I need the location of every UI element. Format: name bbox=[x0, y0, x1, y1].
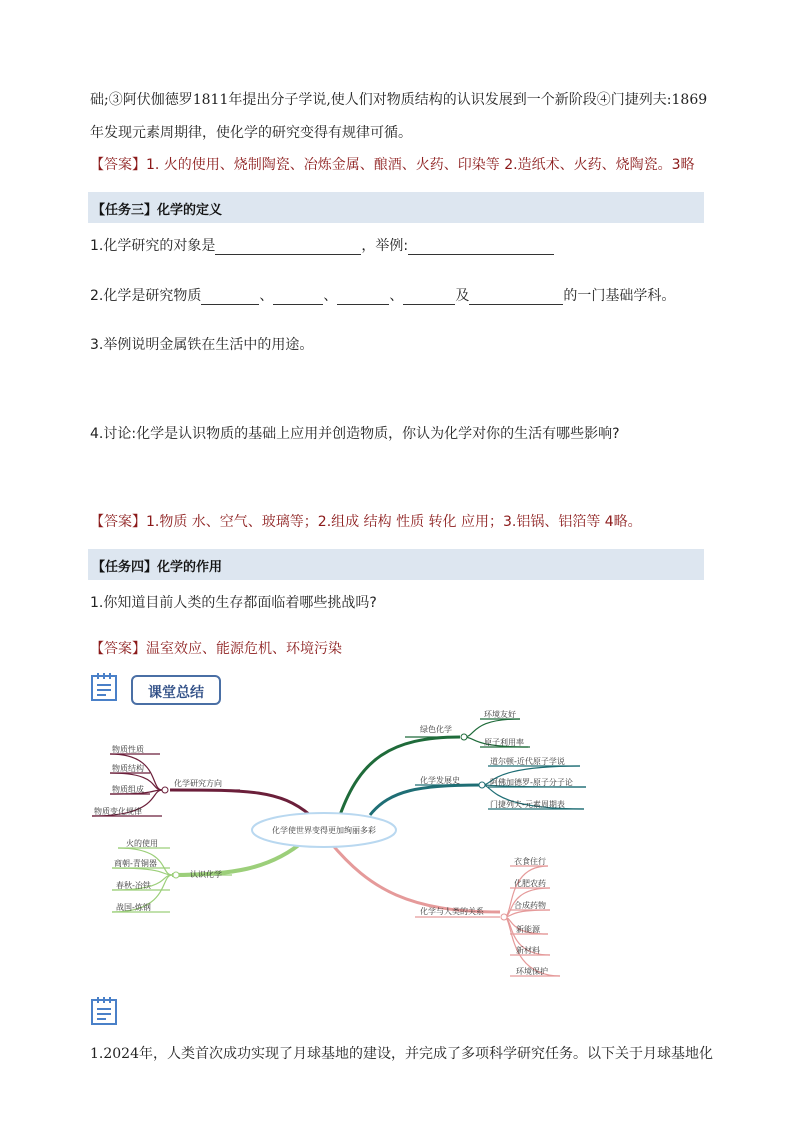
notepad-icon bbox=[90, 672, 118, 702]
mind-map bbox=[0, 700, 794, 990]
leaf: 春秋-冶铁 bbox=[116, 881, 151, 890]
leaf: 原子利用率 bbox=[484, 738, 524, 747]
branch-label: 化学研究方向 bbox=[174, 779, 222, 788]
intro-line-2: 年发现元素周期律，使化学的研究变得有规律可循。 bbox=[90, 125, 412, 141]
task4-answer: 【答案】温室效应、能源危机、环境污染 bbox=[90, 641, 342, 657]
task3-question-3: 3.举例说明金属铁在生活中的用途。 bbox=[90, 337, 314, 353]
branch-label: 绿色化学 bbox=[420, 725, 452, 734]
branch-label: 认识化学 bbox=[190, 870, 222, 879]
task4-heading: 【任务四】化学的作用 bbox=[92, 560, 223, 575]
leaf: 物质性质 bbox=[112, 745, 144, 754]
separator: 、 bbox=[259, 288, 274, 304]
summary-title: 课堂总结 bbox=[148, 685, 204, 701]
notepad-icon bbox=[90, 996, 118, 1026]
leaf: 合成药物 bbox=[514, 901, 546, 910]
separator: 、 bbox=[323, 288, 338, 304]
leaf: 新材料 bbox=[516, 946, 540, 955]
task3-heading-band bbox=[88, 192, 704, 223]
leaf: 阿佛加德罗-原子分子论 bbox=[490, 778, 573, 787]
q1-text-a: 1.化学研究的对象是 bbox=[90, 238, 216, 254]
exercise-question-1: 1.2024年，人类首次成功实现了月球基地的建设，并完成了多项科学研究任务。以下关于月球基地化 bbox=[90, 1046, 713, 1062]
leaf: 新能源 bbox=[516, 925, 540, 934]
separator: 、 bbox=[389, 288, 404, 304]
task4-heading-band bbox=[88, 549, 704, 580]
blank-6[interactable] bbox=[403, 290, 455, 305]
leaf: 环境保护 bbox=[516, 967, 548, 976]
leaf: 门捷列夫-元素周期表 bbox=[490, 800, 565, 809]
blank-3[interactable] bbox=[201, 290, 259, 305]
q2-text-end: 的一门基础学科。 bbox=[563, 288, 676, 304]
blank-7[interactable] bbox=[469, 290, 563, 305]
intro-answer: 【答案】1. 火的使用、烧制陶瓷、冶炼金属、酿酒、火药、印染等 2.造纸术、火药、烧陶瓷。3略 bbox=[90, 157, 695, 173]
q2-and: 及 bbox=[455, 288, 470, 304]
leaf: 物质组成 bbox=[112, 785, 144, 794]
leaf: 环境友好 bbox=[484, 710, 516, 719]
task4-question-1: 1.你知道目前人类的生存都面临着哪些挑战吗? bbox=[90, 595, 377, 611]
task3-question-4: 4.讨论:化学是认识物质的基础上应用并创造物质，你认为化学对你的生活有哪些影响? bbox=[90, 426, 620, 442]
leaf: 道尔顿-近代原子学说 bbox=[490, 757, 565, 766]
task3-question-1 bbox=[90, 235, 554, 255]
blank-2[interactable] bbox=[408, 240, 554, 255]
leaf: 商朝-青铜器 bbox=[114, 859, 157, 868]
task3-heading: 【任务三】化学的定义 bbox=[92, 203, 223, 218]
blank-5[interactable] bbox=[337, 290, 389, 305]
q2-text-a: 2.化学是研究物质 bbox=[90, 288, 202, 304]
task3-question-2 bbox=[90, 285, 675, 305]
mind-map-center: 化学使世界变得更加绚丽多彩 bbox=[272, 826, 376, 835]
leaf: 战国-炼钢 bbox=[116, 903, 151, 912]
task3-answer: 【答案】1.物质 水、空气、玻璃等；2.组成 结构 性质 转化 应用；3.铝锅、铝箔等 4略。 bbox=[90, 514, 642, 530]
leaf: 化肥农药 bbox=[514, 879, 546, 888]
leaf: 物质变化规律 bbox=[94, 807, 142, 816]
leaf: 火的使用 bbox=[126, 839, 158, 848]
leaf: 物质结构 bbox=[112, 764, 144, 773]
branch-label: 化学与人类的关系 bbox=[420, 907, 484, 916]
q1-text-b: ，举例: bbox=[361, 238, 409, 254]
leaf: 衣食住行 bbox=[514, 857, 546, 866]
blank-1[interactable] bbox=[215, 240, 361, 255]
blank-4[interactable] bbox=[273, 290, 323, 305]
intro-line-1: 础;③阿伏伽德罗1811年提出分子学说,使人们对物质结构的认识发展到一个新阶段④门捷列夫:1869 bbox=[90, 92, 708, 108]
branch-label: 化学发展史 bbox=[420, 776, 460, 785]
